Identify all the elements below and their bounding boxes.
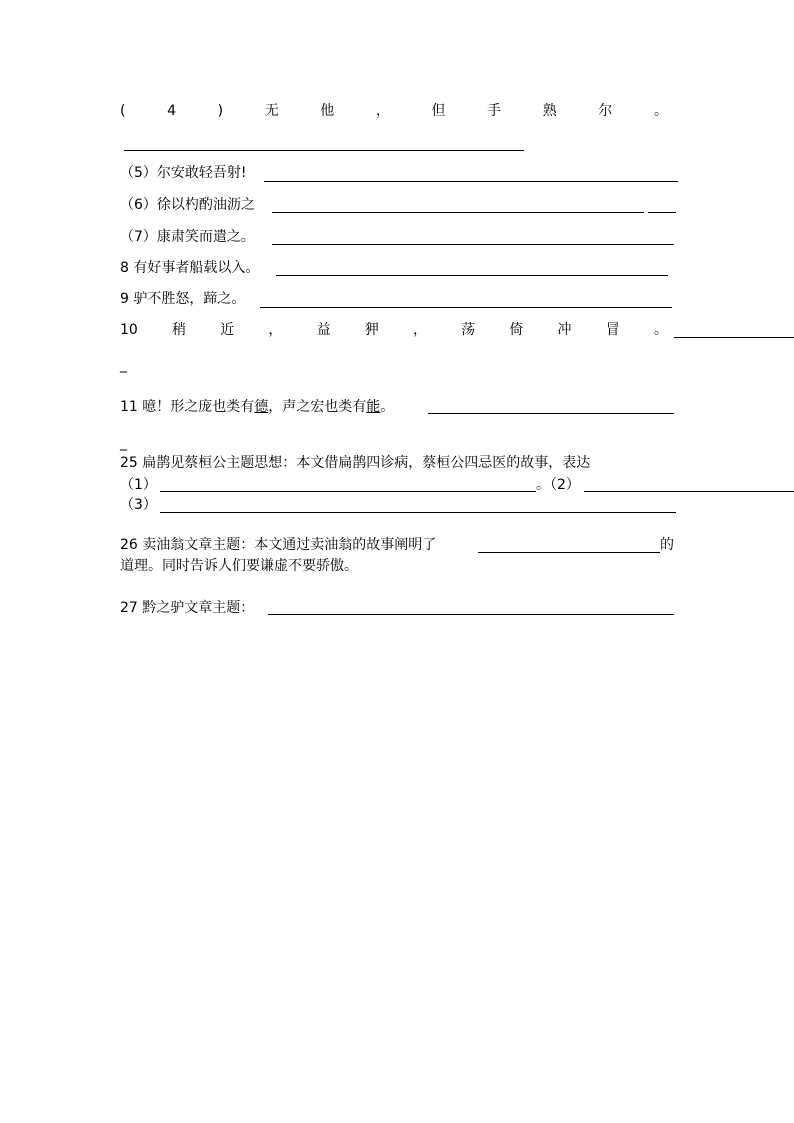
question-9: 9 驴不胜怒，蹄之。 (120, 291, 246, 307)
q4-token: 手 (487, 103, 502, 119)
question-26: 26 卖油翁文章主题：本文通过卖油翁的故事阐明了 (120, 537, 437, 553)
answer-blank-q10[interactable] (674, 337, 794, 338)
answer-blank-q26[interactable] (478, 552, 660, 553)
q25-part-1-label: （1） (120, 477, 157, 493)
question-26-continued: 道理。同时告诉人们要谦虚不要骄傲。 (120, 558, 358, 574)
question-25: 25 扁鹊见蔡桓公主题思想：本文借扁鹊四诊病，蔡桓公四忌医的故事，表达 (120, 455, 591, 471)
q25-part-3-label: （3） (120, 497, 157, 513)
q11-prefix: 11 噫！形之庞也类有 (120, 399, 255, 415)
q10-token: ， (268, 322, 283, 338)
q4-token: 4 (167, 103, 176, 119)
answer-blank-q4[interactable] (124, 150, 524, 151)
q10-token: 冲 (557, 322, 572, 338)
q10-token: 10 (120, 322, 138, 338)
q10-token: 倚 (509, 322, 524, 338)
answer-blank-q25-2[interactable] (584, 491, 794, 492)
q10-token: 荡 (461, 322, 476, 338)
answer-blank-q25-3[interactable] (160, 512, 676, 513)
answer-blank-q25-1[interactable] (160, 491, 536, 492)
question-5: （5）尔安敢轻吾射! (120, 165, 247, 181)
question-4-line (120, 100, 668, 122)
q10-token: 。 (653, 322, 668, 338)
q10-token: 狎 (364, 322, 379, 338)
answer-blank-q8[interactable] (276, 275, 668, 276)
q11-word-neng: 能 (366, 399, 381, 415)
answer-blank-q9[interactable] (260, 307, 672, 308)
q11-word-de: 德 (254, 399, 269, 415)
q25-part-2-label: 。（2） (536, 477, 580, 493)
q4-token: 熟 (542, 103, 557, 119)
question-6: （6）徐以杓酌油沥之 (120, 197, 255, 213)
question-10-line (120, 319, 668, 341)
underscore-mark: _ (120, 357, 127, 373)
question-27: 27 黔之驴文章主题： (120, 600, 255, 616)
question-11 (120, 396, 394, 418)
q10-token: ， (412, 322, 427, 338)
q4-token: 尔 (598, 103, 613, 119)
answer-blank-q27[interactable] (268, 614, 674, 615)
q4-token: 无 (264, 103, 279, 119)
q10-token: 益 (316, 322, 331, 338)
question-7: （7）康肃笑而遣之。 (120, 229, 255, 245)
answer-blank-q6-tail[interactable] (648, 212, 676, 213)
q11-mid: ，声之宏也类有 (268, 399, 367, 415)
underscore-mark: _ (120, 435, 127, 451)
q10-token: 近 (220, 322, 235, 338)
q4-token: 他 (320, 103, 335, 119)
answer-blank-q11[interactable] (428, 413, 674, 414)
q26-suffix: 的 (660, 537, 674, 553)
answer-blank-q5[interactable] (264, 181, 678, 182)
q4-token: ， (375, 103, 390, 119)
q11-suffix: 。 (380, 399, 395, 415)
question-8: 8 有好事者船载以入。 (120, 260, 260, 276)
answer-blank-q7[interactable] (272, 244, 674, 245)
q4-token: 但 (431, 103, 446, 119)
q4-token: ) (217, 103, 224, 119)
q4-token: ( (120, 103, 126, 119)
answer-blank-q6[interactable] (272, 212, 644, 213)
q10-token: 冒 (605, 322, 620, 338)
q10-token: 稍 (172, 322, 187, 338)
q4-token: 。 (653, 103, 668, 119)
